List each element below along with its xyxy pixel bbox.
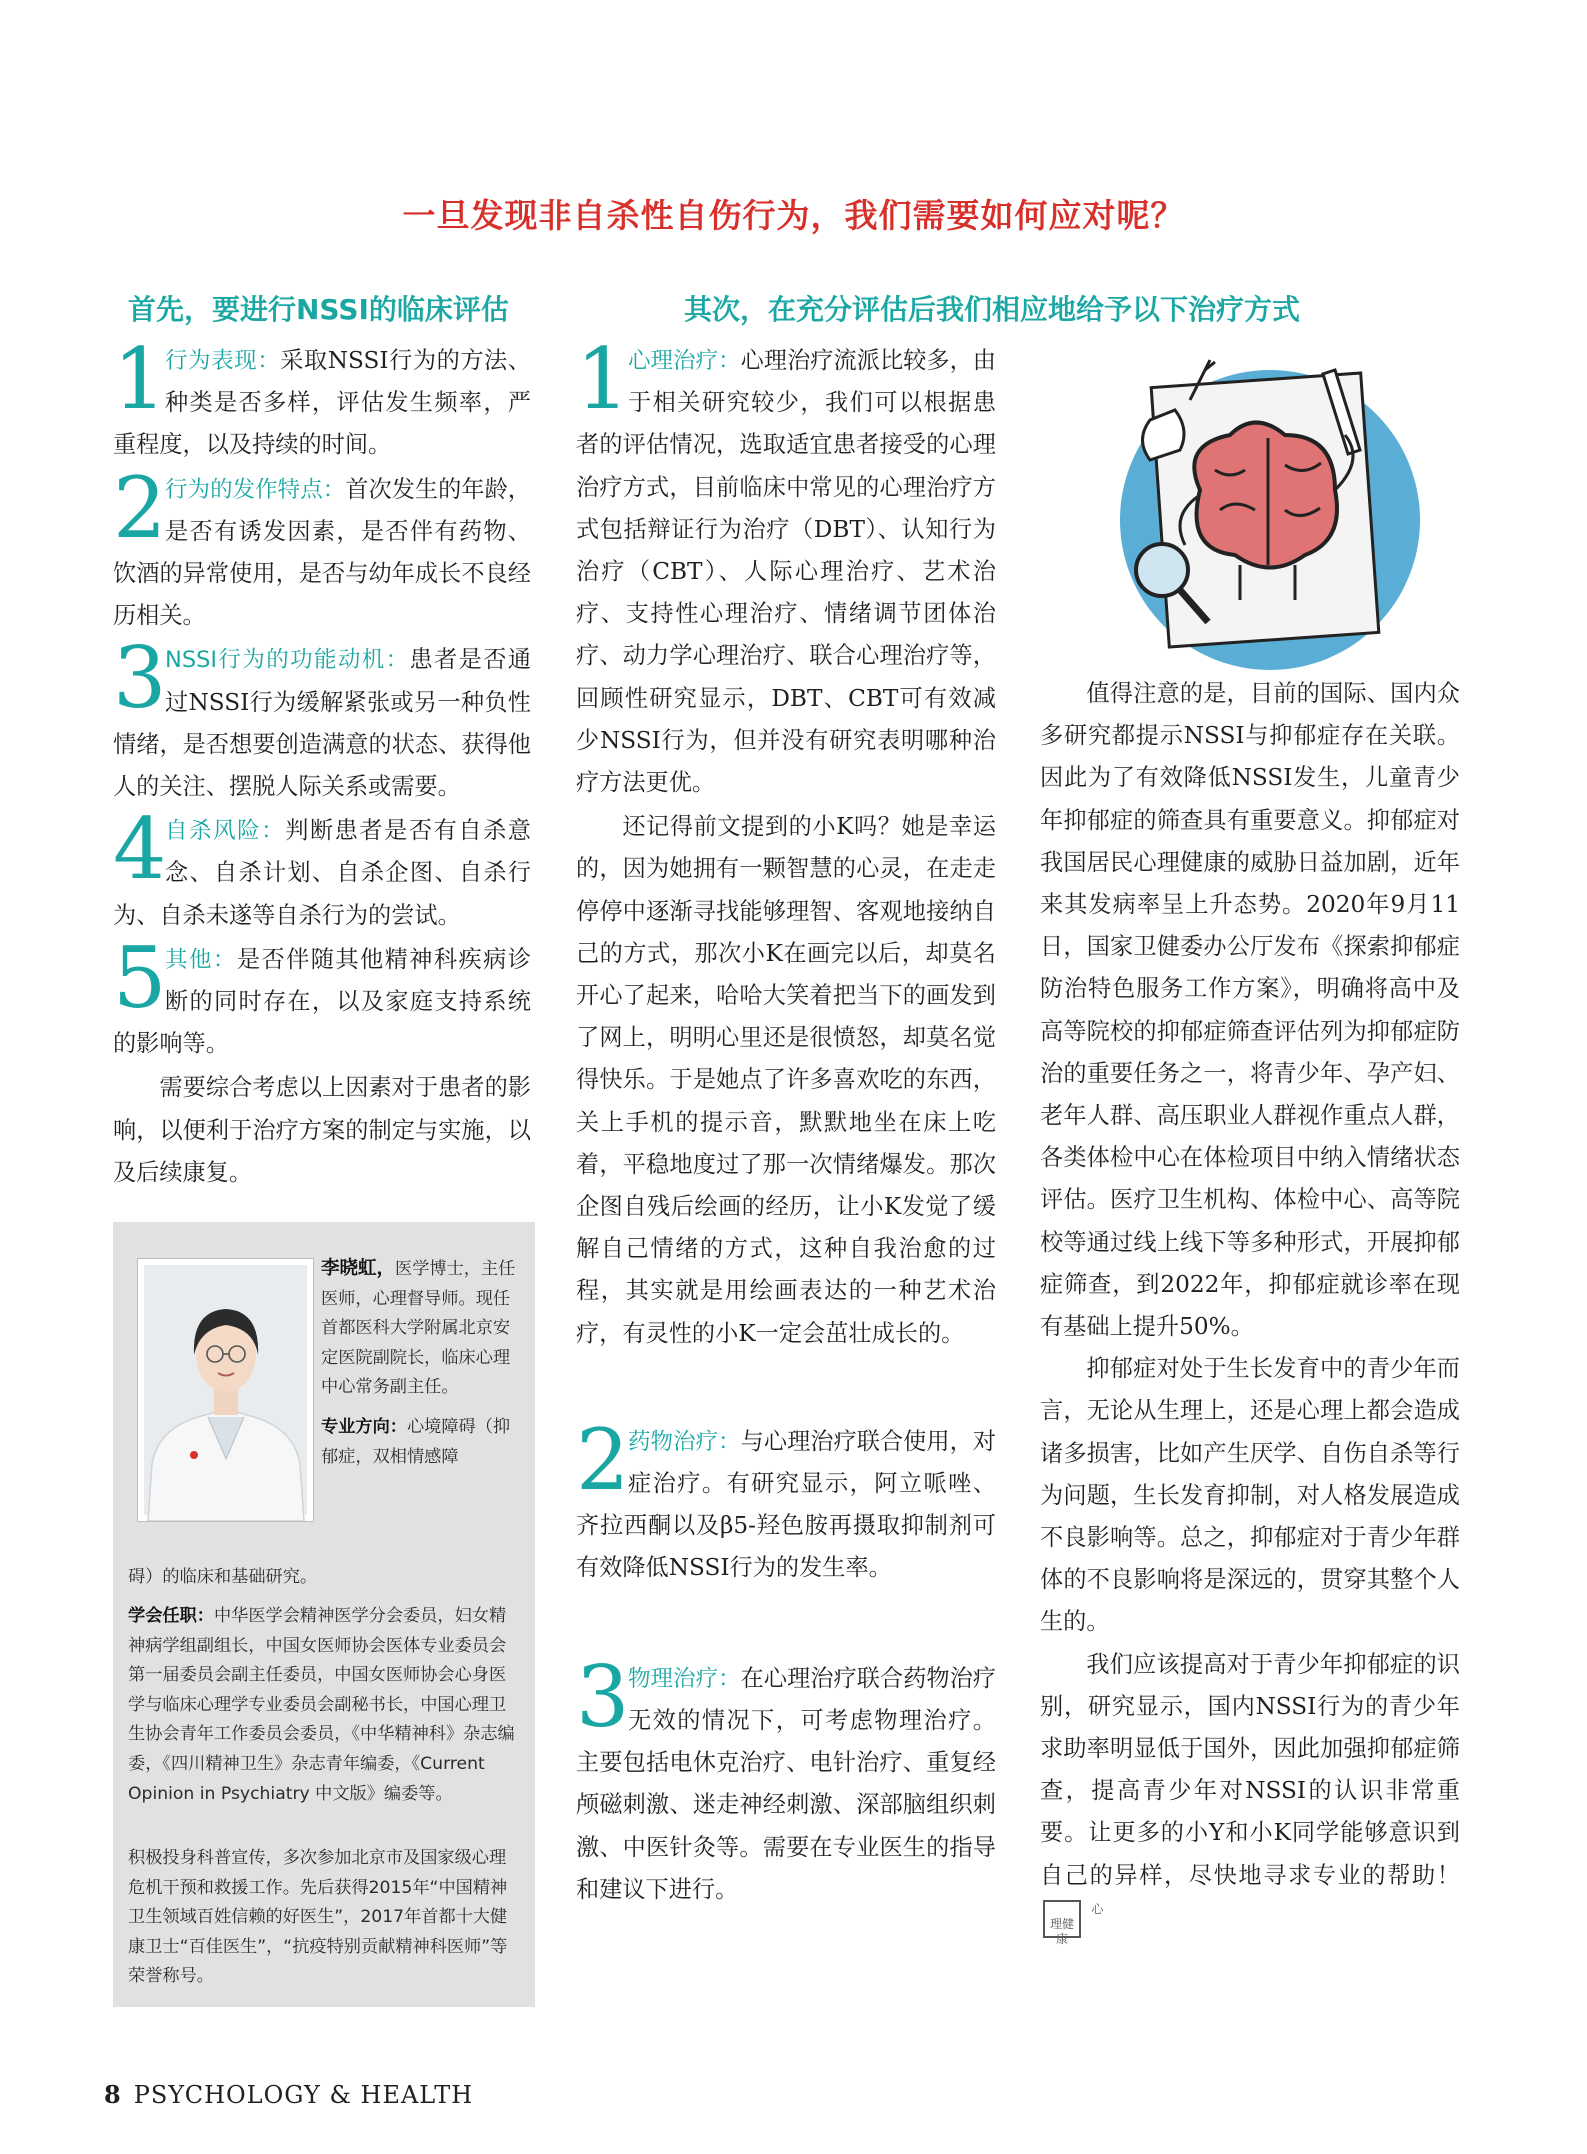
magazine-name: PSYCHOLOGY & HEALTH xyxy=(133,2081,474,2109)
treatment-item-3 xyxy=(576,1647,996,1911)
item-number: 5 xyxy=(113,928,167,1027)
item-label: 自杀风险： xyxy=(165,818,286,845)
profile-specialty-label: 专业方向： xyxy=(321,1416,407,1437)
page-footer xyxy=(104,2080,473,2109)
profile-name: 李晓虹， xyxy=(321,1258,396,1279)
item-text: 患者是否通过NSSI行为缓解紧张或另一种负性情绪，是否想要创造满意的状态、获得他人的关注、摆脱人际关系或需要。 xyxy=(113,646,531,801)
profile-specialty-rest: 碍）的临床和基础研究。 xyxy=(128,1567,318,1587)
page-number: 8 xyxy=(104,2080,122,2109)
item-text: 是否伴随其他精神科疾病诊断的同时存在，以及家庭支持系统的影响等。 xyxy=(113,945,531,1058)
assessment-item-2 xyxy=(113,458,531,638)
item-label: 物理治疗： xyxy=(628,1665,741,1692)
story-paragraph: 还记得前文提到的小K吗？她是幸运的，因为她拥有一颗智慧的心灵，在走走停停中逐渐寻找能够理智、客观地接纳自己的方式，那次小K在画完以后，却莫名开心了起来，哈哈大笑着把当下的画发到了网上，明明心里还是很愤怒，却莫名觉得快乐。于是她点了许多喜欢吃的东西，关上手机的提示音，默默地坐在床上吃着，平稳地度过了那一次情绪爆发。那次企图自残后绘画的经历，让小K发觉了缓解自己情绪的方式，这种自我治愈的过程，其实就是用绘画表达的一种艺术治疗，有灵性的小K一定会茁壮成长的。 xyxy=(576,813,996,1347)
assessment-item-4 xyxy=(113,800,531,937)
item-text: 采取NSSI行为的方法、种类是否多样，评估发生频率，严重程度，以及持续的时间。 xyxy=(113,347,531,459)
item-number: 1 xyxy=(576,330,630,428)
item-label: 行为的发作特点： xyxy=(165,476,346,503)
conclusion-column xyxy=(1040,673,1460,1946)
profile-honors: 积极投身科普宣传，多次参加北京市及国家级心理危机干预和救援工作。先后获得2015年“中国精神卫生领域百姓信赖的好医生”，2017年首都十大健康卫士“百佳医生”，“抗疫特别贡献精神科医师”等荣誉称号。 xyxy=(128,1848,508,1987)
profile-intro xyxy=(321,1254,521,1472)
brain-illustration xyxy=(1090,340,1420,670)
profile-intro-text: 医学博士，主任医师，心理督导师。现任首都医科大学附属北京安定医院副院长，临床心理中心常务副主任。 xyxy=(321,1259,516,1398)
item-label: 行为表现： xyxy=(165,348,281,374)
item-label: 心理治疗： xyxy=(628,348,741,374)
brain-icon xyxy=(1194,423,1337,568)
profile-roles-label: 学会任职： xyxy=(128,1606,214,1626)
assessment-item-3 xyxy=(113,629,531,808)
seal-icon: 心理健康 xyxy=(1043,1900,1081,1938)
treatment-item-1 xyxy=(576,330,996,804)
assessment-summary: 需要综合考虑以上因素对于患者的影响，以便利于治疗方案的制定与实施，以及后续康复。 xyxy=(113,1074,531,1186)
author-profile-box xyxy=(113,1222,535,2007)
profile-specialty-text: 心境障碍（抑郁症，双相情感障 xyxy=(321,1416,511,1467)
assessment-item-1 xyxy=(113,330,531,467)
item-label: NSSI行为的功能动机： xyxy=(165,647,410,674)
item-text: 在心理治疗联合药物治疗无效的情况下，可考虑物理治疗。主要包括电休克治疗、电针治疗、重复经颅磁刺激、迷走神经刺激、深部脑组织刺激、中医针灸等。需要在专业医生的指导和建议下进行。 xyxy=(576,1664,996,1903)
item-number: 2 xyxy=(576,1410,630,1509)
item-label: 其他： xyxy=(165,946,237,973)
item-text: 心理治疗流派比较多，由于相关研究较少，我们可以根据患者的评估情况，选取适宜患者接受的心理治疗方式，目前临床中常见的心理治疗方式包括辩证行为治疗（DBT）、认知行为治疗（CBT）、人际心理治疗、艺术治疗、支持性心理治疗、情绪调节团体治疗、动力学心理治疗、联合心理治疗等，回顾性研究显示，DBT、CBT可有效减少NSSI行为，但并没有研究表明哪种治疗方法更优。 xyxy=(576,347,996,797)
conclusion-paragraph-2: 抑郁症对处于生长发育中的青少年而言，无论从生理上，还是心理上都会造成诸多损害，比如产生厌学、自伤自杀等行为问题，生长发育抑制，对人格发展造成不良影响等。总之，抑郁症对于青少年群体的不良影响将是深远的，贯穿其整个人生的。 xyxy=(1040,1355,1460,1636)
profile-roles xyxy=(128,1602,520,1809)
treatment-item-2 xyxy=(576,1410,996,1590)
item-label: 药物治疗： xyxy=(628,1428,741,1455)
item-text: 与心理治疗联合使用，对症治疗。有研究显示，阿立哌唑、齐拉西酮以及β5-羟色胺再摄取抑制剂可有效降低NSSI行为的发生率。 xyxy=(576,1427,996,1582)
assessment-item-5 xyxy=(113,928,531,1066)
magnifier-icon xyxy=(1136,544,1188,596)
conclusion-paragraph-1: 值得注意的是，目前的国际、国内众多研究都提示NSSI与抑郁症存在关联。因此为了有效降低NSSI发生，儿童青少年抑郁症的筛查具有重要意义。抑郁症对我国居民心理健康的威胁日益加剧，近年来其发病率呈上升态势。2020年9月11日，国家卫健委办公厅发布《探索抑郁症防治特色服务工作方案》，明确将高中及高等院校的抑郁症筛查评估列为抑郁症防治的重要任务之一，将青少年、孕产妇、老年人群、高压职业人群视作重点人群，各类体检中心在体检项目中纳入情绪状态评估。医疗卫生机构、体检中心、高等院校等通过线上线下等多种形式，开展抑郁症筛查，到2022年，抑郁症就诊率在现有基础上提升50%。 xyxy=(1040,680,1460,1341)
assessment-column xyxy=(113,330,531,1194)
item-text: 首次发生的年龄，是否有诱发因素，是否伴有药物、饮酒的异常使用，是否与幼年成长不良经历相关。 xyxy=(113,475,531,630)
portrait-icon xyxy=(138,1259,313,1521)
section-title-assessment: 首先，要进行NSSI的临床评估 xyxy=(128,293,509,326)
author-photo xyxy=(137,1258,314,1522)
treatment-column xyxy=(576,330,996,1913)
item-number: 4 xyxy=(113,800,167,899)
conclusion-paragraph-3: 我们应该提高对于青少年抑郁症的识别，研究显示，国内NSSI行为的青少年求助率明显低于国外，因此加强抑郁症筛查，提高青少年对NSSI的认识非常重要。让更多的小Y和小K同学能够意识到自己的异样，尽快地寻求专业的帮助！ xyxy=(1040,1650,1460,1889)
item-number: 3 xyxy=(576,1647,630,1746)
item-number: 2 xyxy=(113,458,167,557)
item-text: 判断患者是否有自杀意念、自杀计划、自杀企图、自杀行为、自杀未遂等自杀行为的尝试。 xyxy=(113,817,531,929)
headline: 一旦发现非自杀性自伤行为，我们需要如何应对呢？ xyxy=(402,196,1185,235)
item-number: 1 xyxy=(113,330,167,428)
profile-roles-text: 中华医学会精神医学分会委员，妇女精神病学组副组长，中国女医师协会医体专业委员会第一届委员会副主任委员，中国女医师协会心身医学与临床心理学专业委员会副秘书长，中国心理卫生协会青年工作委员会委员，《中华精神科》杂志编委，《四川精神卫生》杂志青年编委，《Current Opinion in Psychiatry 中文版》编委等。 xyxy=(128,1606,515,1804)
section-title-treatment: 其次，在充分评估后我们相应地给予以下治疗方式 xyxy=(684,293,1301,326)
item-number: 3 xyxy=(113,629,167,728)
